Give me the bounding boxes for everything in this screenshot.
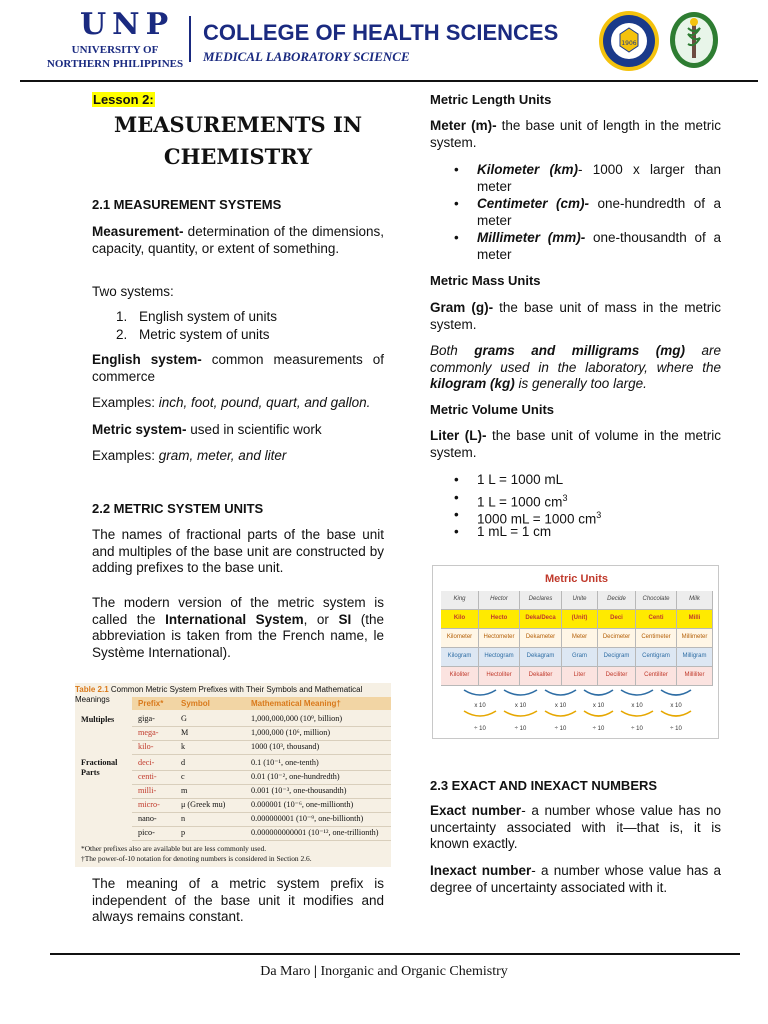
divide-label: ÷ 10 (592, 726, 605, 732)
multiply-arrow (661, 690, 691, 695)
conversion-arrows-icon (441, 686, 713, 736)
unp-logo-text: UNP (80, 7, 175, 42)
meaning-cell: 0.01 (10⁻², one-hundredth) (251, 772, 340, 781)
list-item: English system of units (139, 309, 278, 324)
liter-def: the base unit of volume in the metric system. (430, 428, 721, 460)
metric-unit-cell: Declares (520, 591, 562, 610)
divide-label: ÷ 10 (631, 726, 643, 732)
prefix-cell: giga- (138, 714, 155, 723)
section-2-1-heading: 2.1 MEASUREMENT SYSTEMS (92, 197, 282, 212)
header-divider (189, 16, 191, 62)
english-system-definition (92, 352, 384, 385)
bullet: • (454, 472, 459, 487)
metric-system-definition (92, 422, 384, 439)
multiply-label: x 10 (474, 703, 486, 709)
divide-arrow (661, 711, 691, 716)
symbol-cell: d (181, 758, 186, 767)
bullet: • (454, 230, 459, 245)
divide-arrow (545, 711, 576, 716)
multiply-arrow (545, 690, 576, 695)
divide-arrow (621, 711, 653, 716)
meter-definition (430, 118, 721, 151)
kilometer-def: - 1000 x larger than meter (477, 162, 721, 194)
metric-unit-cell: Gram (562, 648, 598, 667)
multiply-label: x 10 (592, 703, 605, 709)
metric-unit-cell: Chocolate (636, 591, 677, 610)
row-divider (132, 840, 391, 841)
si-paragraph (92, 595, 384, 661)
metric-unit-cell: Centimeter (636, 629, 677, 648)
header-rule (20, 80, 758, 82)
row-divider (132, 784, 391, 785)
metric-unit-cell: Decigram (598, 648, 636, 667)
centimeter-term: Centimeter (cm)- (477, 196, 589, 211)
page-title (92, 109, 384, 173)
length-heading: Metric Length Units (430, 92, 552, 107)
inexact-number-definition (430, 863, 721, 896)
row-divider (132, 798, 391, 799)
measurement-definition (92, 224, 384, 257)
section-2-2-heading: 2.2 METRIC SYSTEM UNITS (92, 501, 264, 516)
english-term: English system- (92, 352, 202, 367)
list-item (477, 196, 721, 229)
two-systems-label: Two systems: (92, 284, 174, 299)
list-item: Metric system of units (139, 327, 270, 342)
table-header-meaning: Mathematical Meaning† (251, 699, 341, 708)
multiply-arrow (621, 690, 653, 695)
college-seal-icon (668, 10, 720, 72)
metric-unit-cell: Millimeter (677, 629, 713, 648)
row-divider (132, 770, 391, 771)
prefix-cell: kilo- (138, 742, 154, 751)
meaning-cell: 1,000,000 (10⁶, million) (251, 728, 331, 737)
university-seal-icon (598, 10, 660, 72)
prefix-cell: nano- (138, 814, 157, 823)
metric-unit-cell: Hectoliter (479, 667, 520, 686)
inexact-term: Inexact number (430, 863, 532, 878)
multiply-arrow (464, 690, 496, 695)
metric-examples (92, 448, 384, 465)
multiply-label: x 10 (670, 703, 682, 709)
meter-term: Meter (m)- (430, 118, 497, 133)
english-examples-list: inch, foot, pound, quart, and gallon. (158, 395, 371, 410)
table-header-symbol: Symbol (181, 699, 210, 708)
bullet: • (454, 490, 459, 505)
meaning-cell: 1,000,000,000 (10⁹, billion) (251, 714, 343, 723)
footer-author: Da Maro (260, 964, 311, 979)
symbol-cell: c (181, 772, 185, 781)
multiply-label: x 10 (554, 703, 567, 709)
metric-unit-cell: Dekameter (520, 629, 562, 648)
si-full-name: International System (165, 611, 304, 627)
volume-heading: Metric Volume Units (430, 402, 555, 417)
exact-term: Exact number (430, 803, 522, 818)
group-multiples: Multiples (81, 715, 115, 724)
metric-unit-cell: Decide (598, 591, 636, 610)
row-divider (132, 726, 391, 727)
metric-unit-cell: Kilometer (441, 629, 479, 648)
gram-definition (430, 300, 721, 333)
symbol-cell: k (181, 742, 186, 751)
prefix-cell: milli- (138, 786, 157, 795)
examples-label: Examples: (92, 448, 159, 463)
inexact-def: - a number whose value has a degree of uncertainty associated with it. (430, 863, 721, 895)
table-note-2: †The power-of-10 notation for denoting numbers is considered in Section 2.6. (81, 854, 312, 863)
prefix-cell: micro- (138, 800, 160, 809)
measurement-term: Measurement- (92, 224, 184, 239)
metric-unit-cell: Hectometer (479, 629, 520, 648)
meaning-cell: 1000 (10³, thousand) (251, 742, 320, 751)
metric-examples-list: gram, meter, and liter (158, 448, 287, 463)
metric-unit-cell: Meter (562, 629, 598, 648)
english-def: common measurements of commerce (92, 352, 385, 384)
si-abbr: SI (338, 611, 352, 627)
metric-unit-cell: Hectogram (479, 648, 520, 667)
metric-unit-cell: Kilogram (441, 648, 479, 667)
metric-units-figure (432, 565, 719, 739)
liter-definition (430, 428, 721, 461)
symbol-cell: G (181, 714, 187, 723)
metric-unit-cell: Dekaliter (520, 667, 562, 686)
si-text-a: The modern version of the metric system is called the (92, 595, 384, 627)
table-caption-number: Table 2.1 (75, 685, 109, 694)
symbol-cell: n (181, 814, 186, 823)
metric-unit-cell: Milli (677, 610, 713, 629)
gram-def: the base unit of mass in the metric system. (430, 300, 721, 332)
metric-unit-cell: Centiliter (636, 667, 677, 686)
prefix-cell: pico- (138, 828, 155, 837)
meter-def: the base unit of length in the metric system. (430, 118, 721, 150)
list-item: 1. (116, 309, 128, 324)
page-header (0, 0, 768, 82)
meaning-cell: 0.000000001 (10⁻⁹, one-billionth) (251, 814, 364, 823)
prefix-table (75, 683, 391, 867)
metric-unit-cell: Deci (598, 610, 636, 629)
footer-separator: | (313, 964, 317, 979)
bullet: • (454, 162, 459, 177)
bullet: • (454, 524, 459, 539)
list-item: 1000 mL = 1000 $cm^3$ (477, 510, 602, 527)
row-divider (132, 812, 391, 813)
table-caption-text: Common Metric System Prefixes with Their Symbols and Mathematical Meanings (75, 685, 363, 704)
metric-unit-cell: Centigram (636, 648, 677, 667)
metric-term: Metric system- (92, 422, 187, 437)
university-name-line1: UNIVERSITY OF (71, 44, 159, 56)
table-header-prefix: Prefix* (138, 699, 164, 708)
prefix-cell: deci- (138, 758, 155, 767)
meaning-cell: 0.001 (10⁻³, one-thousandth) (251, 786, 347, 795)
mass-heading: Metric Mass Units (430, 273, 541, 288)
prefix-cell: mega- (138, 728, 159, 737)
metric-unit-cell: Hector (479, 591, 520, 610)
symbol-cell: M (181, 728, 189, 737)
college-title: COLLEGE OF HEALTH SCIENCES (203, 20, 559, 45)
row-divider (132, 826, 391, 827)
symbol-cell: p (181, 828, 186, 837)
list-item (477, 230, 721, 263)
list-item: 2. (116, 327, 128, 342)
meaning-cell: 0.000000000001 (10⁻¹², one-trillionth) (251, 828, 379, 837)
page-footer (0, 963, 768, 981)
multiply-label: x 10 (514, 703, 527, 709)
millimeter-def: one-thousandth of a meter (477, 230, 721, 262)
exact-def: - a number whose value has no uncertainty associated with it—that is, it is known exactly. (430, 803, 721, 851)
metric-unit-cell: Hecto (479, 610, 520, 629)
list-item (477, 162, 721, 195)
metric-unit-cell: Liter (562, 667, 598, 686)
kilometer-term: Kilometer (km) (477, 162, 578, 177)
metric-unit-cell: Kiloliter (441, 667, 479, 686)
symbol-cell: μ (Greek mu) (181, 800, 226, 809)
divide-label: ÷ 10 (474, 726, 486, 732)
metric-unit-cell: King (441, 591, 479, 610)
metric-unit-cell: Milligram (677, 648, 713, 667)
si-text-b: , or (303, 611, 339, 627)
prefix-cell: centi- (138, 772, 157, 781)
mass-note-d: kilogram (kg) (430, 376, 515, 391)
millimeter-term: Millimeter (mm)- (477, 230, 586, 245)
multiply-arrow (584, 690, 613, 695)
examples-label: Examples: (92, 395, 159, 410)
multiply-arrow (504, 690, 537, 695)
metric-unit-cell: (Unit) (562, 610, 598, 629)
footer-course: Inorganic and Organic Chemistry (320, 964, 508, 979)
metric-unit-cell: Dekagram (520, 648, 562, 667)
prefix-names-paragraph: The names of fractional parts of the base unit and multiples of the base unit are constructed by adding prefixes to the base unit. (92, 527, 384, 575)
metric-unit-cell: Centi (636, 610, 677, 629)
liter-term: Liter (L)- (430, 428, 487, 443)
metric-unit-cell: Milliliter (677, 667, 713, 686)
metric-unit-cell: Decimeter (598, 629, 636, 648)
mass-note (430, 343, 721, 393)
prefix-meaning-paragraph: The meaning of a metric system prefix is independent of the base unit it modifies and always remains constant. (92, 876, 384, 924)
mass-note-a: Both (430, 343, 475, 358)
multiply-label: x 10 (631, 703, 643, 709)
si-text-c: (the abbreviation is taken from the French name, le Système International). (92, 611, 384, 660)
title-line2: CHEMISTRY (163, 144, 313, 169)
symbol-cell: m (181, 786, 188, 795)
divide-label: ÷ 10 (554, 726, 567, 732)
program-title: MEDICAL LABORATORY SCIENCE (203, 49, 410, 64)
mass-note-c: are commonly used in the laboratory, where the (430, 343, 721, 375)
measurement-def: determination of the dimensions, capacity, quantity, or extent of something. (92, 224, 384, 256)
section-2-3-heading: 2.3 EXACT AND INEXACT NUMBERS (430, 778, 658, 793)
divide-label: ÷ 10 (514, 726, 527, 732)
bullet: • (454, 196, 459, 211)
metric-unit-cell: Deciliter (598, 667, 636, 686)
metric-unit-cell: Unite (562, 591, 598, 610)
meaning-cell: 0.1 (10⁻¹, one-tenth) (251, 758, 319, 767)
divide-arrow (464, 711, 496, 716)
lesson-label: Lesson 2: (93, 92, 154, 107)
footer-rule (50, 953, 740, 955)
metric-unit-cell: Deka/Deca (520, 610, 562, 629)
meaning-cell: 0.000001 (10⁻⁶, one-millionth) (251, 800, 354, 809)
university-name-line2: NORTHERN PHILIPPINES (46, 58, 184, 70)
divide-arrow (584, 711, 613, 716)
metric-unit-cell: Milk (677, 591, 713, 610)
divide-arrow (504, 711, 537, 716)
metric-def: used in scientific work (186, 422, 322, 437)
group-fractional: Fractional Parts (81, 758, 118, 777)
list-item: 1 L = 1000 $cm^3$ (477, 493, 568, 510)
exact-number-definition (430, 803, 721, 853)
seal-year: 1906 (621, 40, 637, 47)
table-note-1: *Other prefixes also are available but are less commonly used. (81, 844, 267, 853)
row-divider (132, 754, 391, 755)
list-item: 1 L = 1000 mL (477, 472, 564, 487)
row-divider (132, 740, 391, 741)
bullet: • (454, 507, 459, 522)
gram-term: Gram (g)- (430, 300, 494, 315)
list-item: 1 mL = 1 cm (477, 524, 552, 539)
metric-units-title: Metric Units (545, 573, 608, 585)
metric-unit-cell: Kilo (441, 610, 479, 629)
mass-note-e: is generally too large. (514, 376, 647, 391)
english-examples (92, 395, 384, 412)
title-line1: MEASUREMENTS IN (113, 112, 363, 137)
centimeter-def: one-hundredth of a meter (477, 196, 721, 228)
mass-note-b: grams and milligrams (mg) (474, 343, 685, 358)
divide-label: ÷ 10 (670, 726, 682, 732)
